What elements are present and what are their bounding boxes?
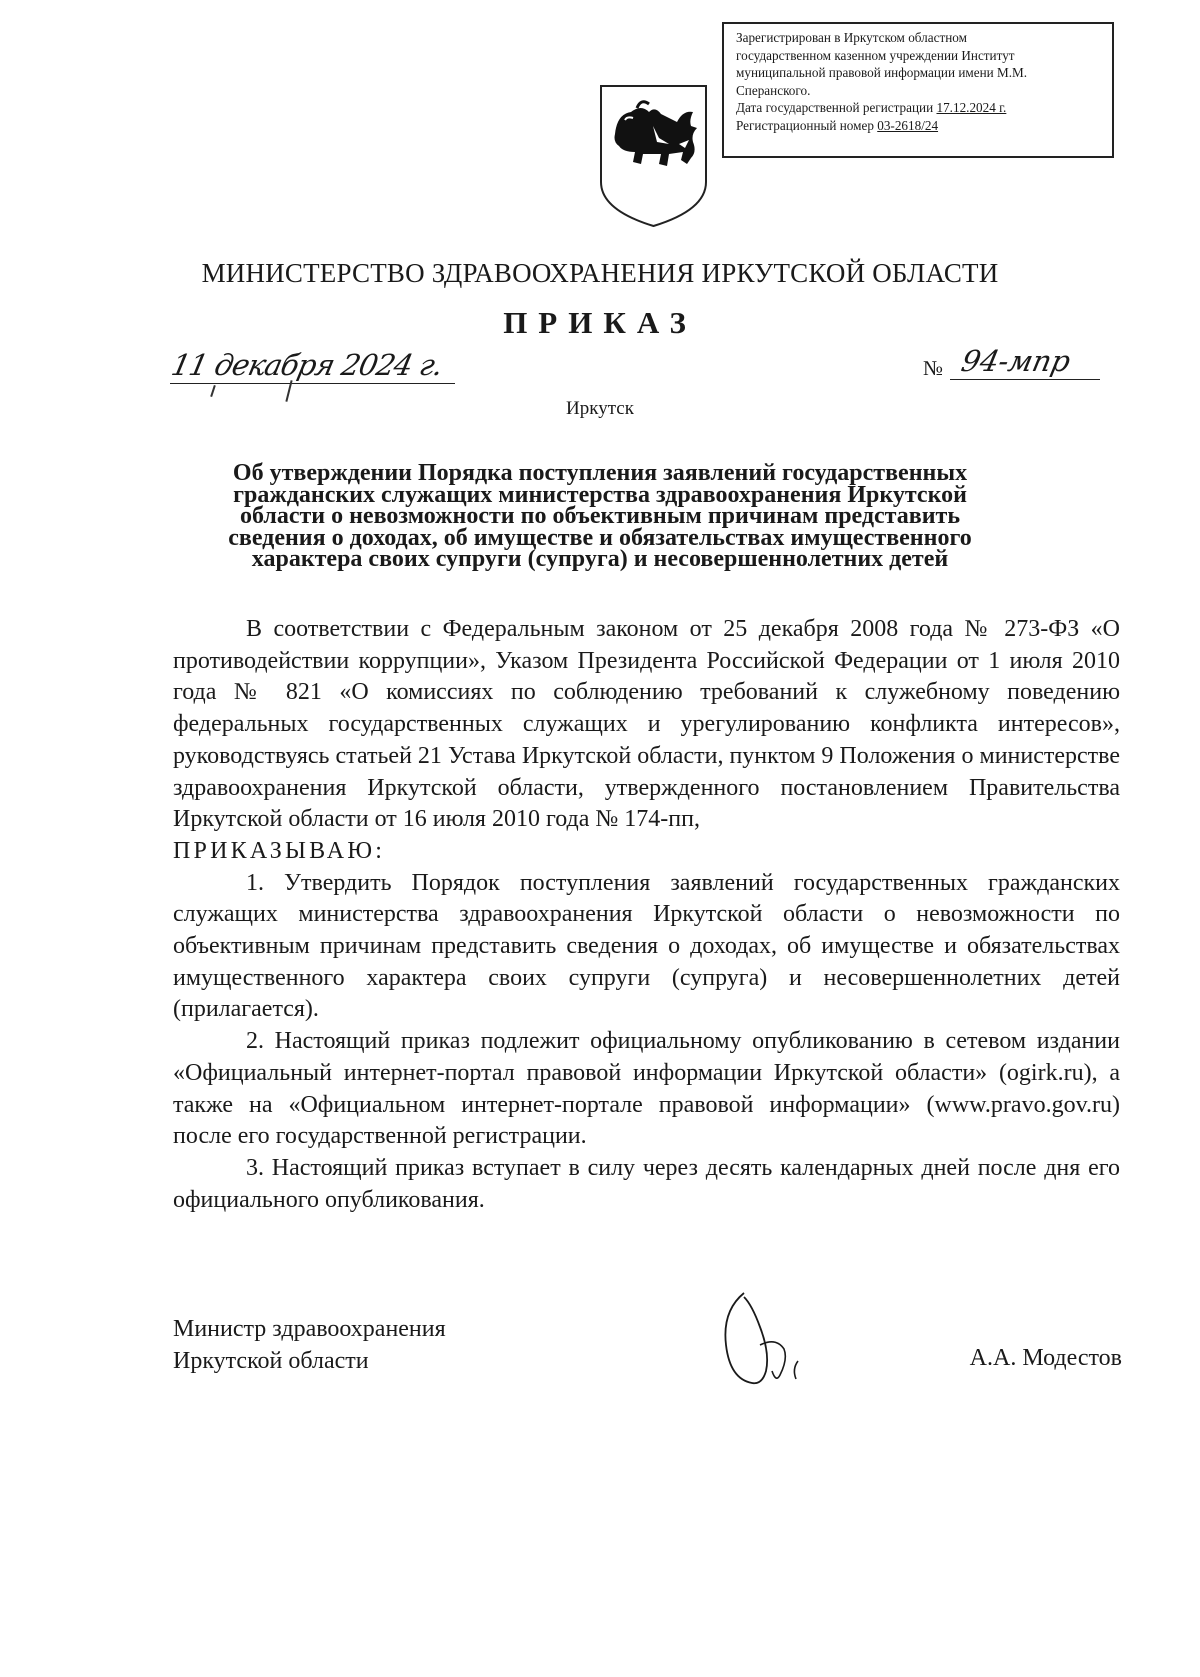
signatory-position xyxy=(173,1313,446,1377)
date-pen-stroke xyxy=(210,385,216,397)
registration-line: Зарегистрирован в Иркутском областном xyxy=(736,30,967,45)
preamble-paragraph: В соответствии с Федеральным законом от 25 декабря 2008 года № 273-ФЗ «О противодействии коррупции», Указом Президента Российской Федерации от 1 июля 2010 года № 821 «О комиссиях по соблюдению требований к служебному поведению федеральных государственных служащих и урегулированию конфликта интересов», руководствуясь статьей 21 Устава Иркутской области, пунктом 9 Положения о министерстве здравоохранения Иркутской области, утвержденного постановлением Правительства Иркутской области от 16 июля 2010 года № 174-пп, xyxy=(173,616,1120,833)
order-title-line: гражданских служащих министерства здравоохранения Иркутской xyxy=(233,481,967,508)
order-title-line: характера своих супруги (супруга) и несовершеннолетних детей xyxy=(251,546,949,572)
city: Иркутск xyxy=(566,398,634,419)
date-underline xyxy=(170,383,455,384)
order-title xyxy=(215,460,985,572)
number-underline xyxy=(950,379,1100,380)
handwritten-signature xyxy=(714,1287,826,1392)
number-sign: № xyxy=(923,356,944,380)
order-date-handwritten: 11 декабря 2024 г. xyxy=(168,348,446,382)
registration-date-value: 17.12.2024 г. xyxy=(936,100,1007,115)
signatory-position-line: Иркутской области xyxy=(173,1348,369,1374)
signatory-name: А.А. Модестов xyxy=(969,1345,1122,1371)
registration-stamp xyxy=(722,22,1114,158)
registration-number-label: Регистрационный номер xyxy=(736,117,874,133)
registration-number-value: 03-2618/24 xyxy=(877,117,939,133)
document-type: ПРИКАЗ xyxy=(503,305,697,340)
order-title-line: области о невозможности по объективным причинам представить xyxy=(239,503,961,529)
registration-date-label: Дата государственной регистрации xyxy=(736,100,934,115)
registration-line: государственном казенном учреждении Институт xyxy=(736,47,1015,63)
coat-of-arms-icon xyxy=(597,82,710,230)
order-title-line: сведения о доходах, об имуществе и обязательствах имущественного xyxy=(228,524,972,551)
order-word: ПРИКАЗЫВАЮ: xyxy=(173,837,386,864)
order-item-1: 1. Утвердить Порядок поступления заявлений государственных гражданских служащих министерства здравоохранения Иркутской области о невозможности по объективным причинам представить сведения о доходах, об имуществе и обязательствах имущественного характера своих супруги (супруга) и несовершеннолетних детей (прилагается). xyxy=(173,869,1120,1023)
order-body xyxy=(173,614,1120,1216)
order-item-2: 2. Настоящий приказ подлежит официальному опубликованию в сетевом издании «Официальный интернет-портал правовой информации Иркутской области» (ogirk.ru), а также на «Официальном интернет-портале правовой информации» (www.pravo.gov.ru) после его государственной регистрации. xyxy=(173,1028,1120,1150)
registration-line: Сперанского. xyxy=(736,82,811,98)
registration-line: муниципальной правовой информации имени М.М. xyxy=(736,65,1028,80)
ministry-name: МИНИСТЕРСТВО ЗДРАВООХРАНЕНИЯ ИРКУТСКОЙ ОБЛАСТИ xyxy=(201,258,999,288)
registration-number-row xyxy=(736,117,1102,135)
signatory-position-line: Министр здравоохранения xyxy=(173,1316,446,1342)
order-number-handwritten: 94-мпр xyxy=(958,344,1074,378)
order-item-3: 3. Настоящий приказ вступает в силу через десять календарных дней после дня его официального опубликования. xyxy=(173,1154,1120,1213)
order-title-line: Об утверждении Порядка поступления заявлений государственных xyxy=(232,460,968,486)
registration-date-row xyxy=(736,99,1102,117)
